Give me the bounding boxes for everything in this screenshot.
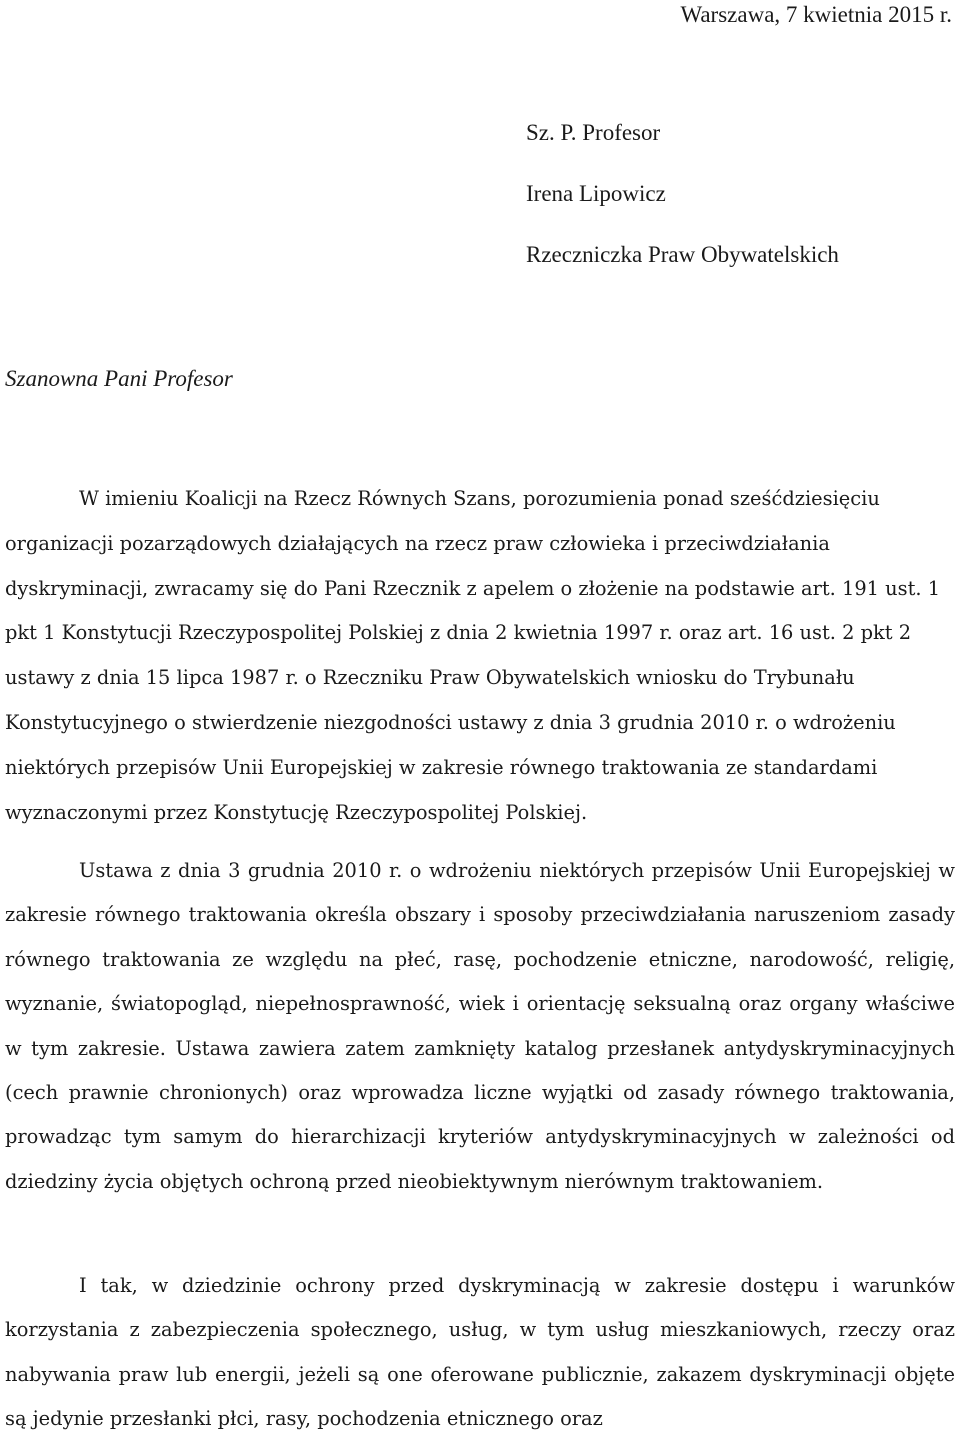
body-paragraph-1: W imieniu Koalicji na Rzecz Równych Szans, porozumienia ponad sześćdziesięciu organizacji pozarządowych działających na rzecz praw człowieka i przeciwdziałania dyskryminacji, zwracamy się do Pani Rzecznik z apelem o złożenie na podstawie art. 191 ust. 1 pkt 1 Konstytucji Rzeczypospolitej Polskiej z dnia 2 kwietnia 1997 r. oraz art. 16 ust. 2 pkt 2 ustawy z dnia 15 lipca 1987 r. o Rzeczniku Praw Obywatelskich wniosku do Trybunału Konstytucyjnego o stwierdzenie niezgodności ustawy z dnia 3 grudnia 2010 r. o wdrożeniu niektórych przepisów Unii Europejskiej w zakresie równego traktowania ze standardami wyznaczonymi przez Konstytucję Rzeczypospolitej Polskiej. [5,487,941,824]
recipient-office-line: Rzeczniczka Praw Obywatelskich [526,242,839,267]
recipient-title-line: Sz. P. Profesor [526,120,661,145]
recipient-block [526,118,839,301]
salutation: Szanowna Pani Profesor [5,366,233,391]
body-paragraph-3: I tak, w dziedzinie ochrony przed dyskryminacją w zakresie dostępu i warunków korzystania z zabezpieczenia społecznego, usług, w tym usług mieszkaniowych, rzeczy oraz nabywania praw lub energii, jeżeli są one oferowane publicznie, zakazem dyskryminacji objęte są jedynie przesłanki płci, rasy, pochodzenia etnicznego oraz [5,1274,955,1431]
recipient-name-line: Irena Lipowicz [526,181,666,206]
letter-date: Warszawa, 7 kwietnia 2015 r. [680,2,952,27]
body-paragraph-2: Ustawa z dnia 3 grudnia 2010 r. o wdrożeniu niektórych przepisów Unii Europejskiej w zakresie równego traktowania określa obszary i sposoby przeciwdziałania naruszeniom zasady równego traktowania ze względu na płeć, rasę, pochodzenie etniczne, narodowość, religię, wyznanie, światopogląd, niepełnosprawność, wiek i orientację seksualną oraz organy właściwe w tym zakresie. Ustawa zawiera zatem zamknięty katalog przesłanek antydyskryminacyjnych (cech prawnie chronionych) oraz wprowadza liczne wyjątki od zasady równego traktowania, prowadząc tym samym do hierarchizacji kryteriów antydyskryminacyjnych w zależności od dziedziny życia objętych ochroną przed nieobiektywnym nierównym traktowaniem. [5,859,955,1193]
